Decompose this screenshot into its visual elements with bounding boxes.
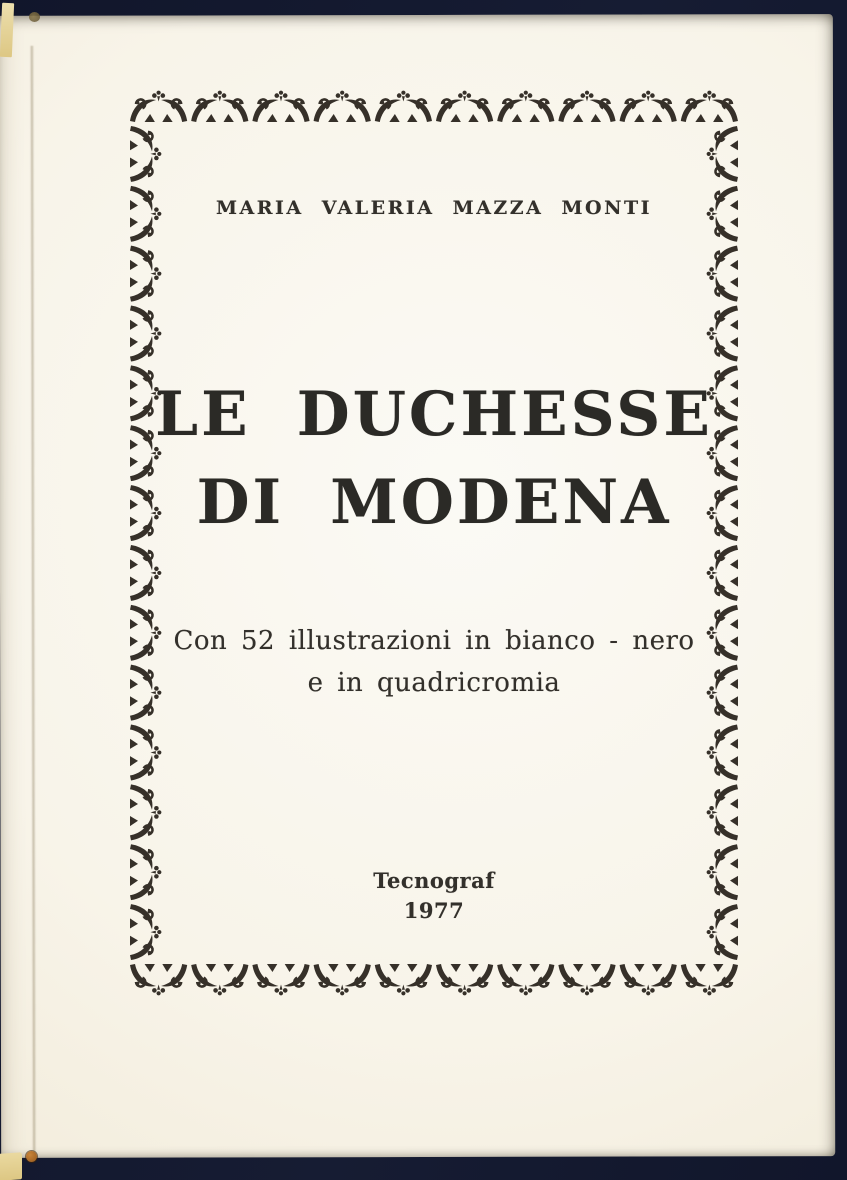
book-title-line-2: DI MODENA <box>196 467 672 538</box>
page-gutter-crease <box>30 46 36 1152</box>
ornamental-border-frame <box>128 90 740 996</box>
fleuron-border-bottom-icon <box>128 962 740 996</box>
author-name: MARIA VALERIA MAZZA MONTI <box>215 197 653 219</box>
book-subtitle <box>128 620 740 704</box>
publisher-name: Tecnograf <box>373 868 495 893</box>
paper-speck-top <box>29 12 40 22</box>
book-title <box>128 371 740 547</box>
book-edge-top-left <box>0 3 14 57</box>
imprint-block <box>128 866 740 926</box>
subtitle-line-2: e in quadricromia <box>307 668 561 698</box>
book-title-line-1: LE DUCHESSE <box>155 379 713 450</box>
publication-year: 1977 <box>403 898 465 923</box>
paper-speck-bottom <box>26 1151 37 1162</box>
fleuron-border-top-icon <box>128 90 740 124</box>
subtitle-line-1: Con 52 illustrazioni in bianco - nero <box>173 626 695 656</box>
book-edge-bottom-left <box>0 1152 22 1180</box>
